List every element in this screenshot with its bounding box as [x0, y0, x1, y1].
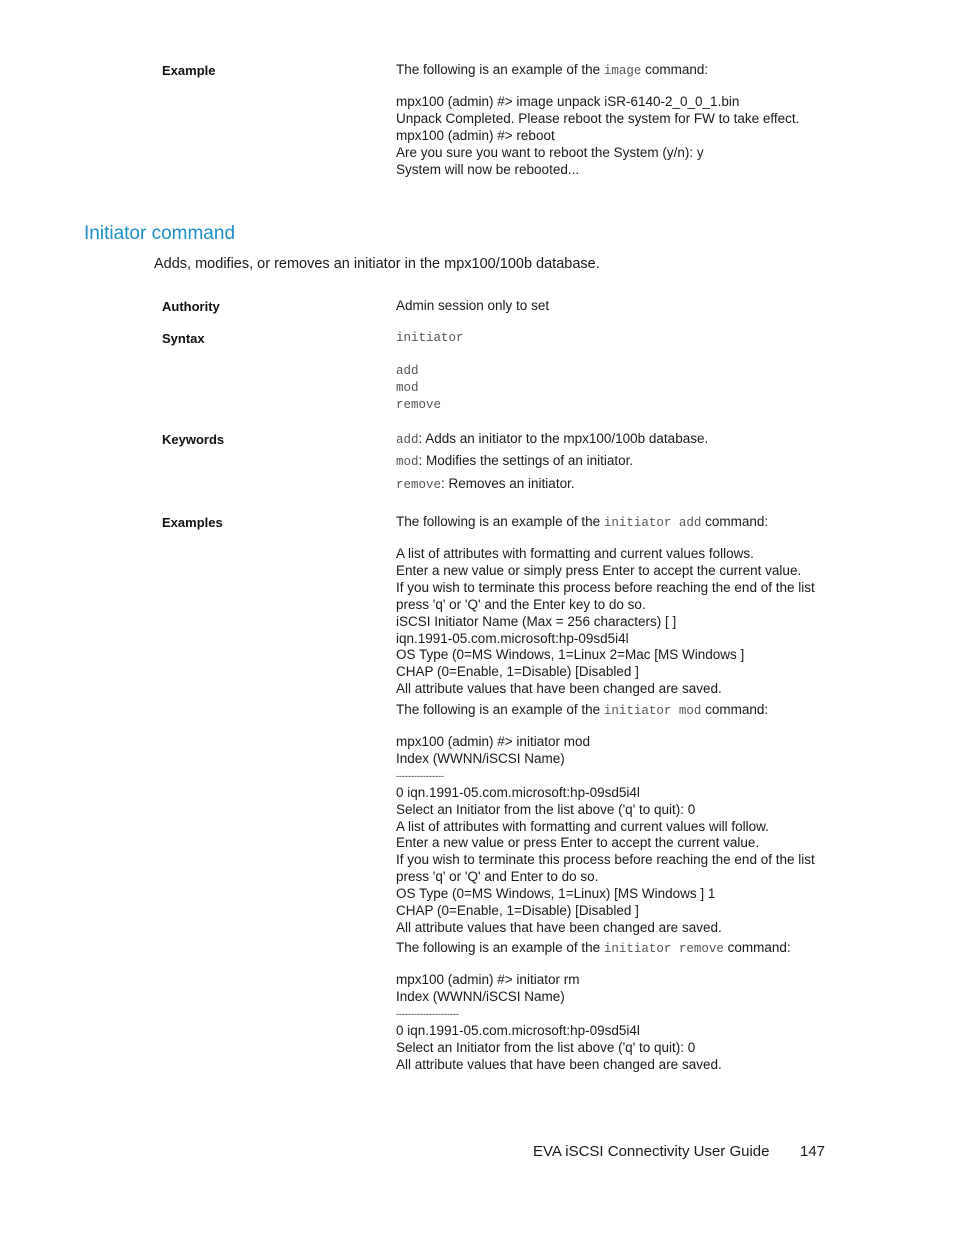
- authority-label: Authority: [162, 299, 220, 314]
- syntax-command: initiator: [396, 331, 464, 345]
- footer-title: EVA iSCSI Connectivity User Guide: [533, 1143, 770, 1160]
- syntax-option-add: add: [396, 364, 419, 378]
- output-line: iqn.1991-05.com.microsoft:hp-09sd5i4l: [396, 630, 629, 646]
- remove-example-intro: The following is an example of the initiator remove command:: [396, 940, 791, 956]
- output-line: If you wish to terminate this process before reaching the end of the list: [396, 852, 815, 868]
- output-line: Select an Initiator from the list above ('q' to quit): 0: [396, 801, 696, 817]
- example-intro: The following is an example of the image command:: [396, 62, 709, 78]
- keywords-label: Keywords: [162, 432, 225, 447]
- output-line: Index (WWNN/iSCSI Name): [396, 750, 565, 766]
- output-line: Select an Initiator from the list above ('q' to quit): 0: [396, 1039, 696, 1055]
- output-line: A list of attributes with formatting and current values will follow.: [396, 818, 769, 834]
- authority-text: Admin session only to set: [396, 298, 550, 313]
- output-line: mpx100 (admin) #> image unpack iSR-6140-2_0_0_1.bin: [396, 94, 740, 109]
- separator-dashes: ---------------------: [396, 1008, 459, 1019]
- keyword-remove: remove: Removes an initiator.: [396, 476, 575, 492]
- output-line: If you wish to terminate this process before reaching the end of the list: [396, 579, 815, 595]
- output-line: OS Type (0=MS Windows, 1=Linux 2=Mac [MS Windows ]: [396, 647, 745, 663]
- syntax-option-mod: mod: [396, 380, 419, 395]
- section-intro: Adds, modifies, or removes an initiator in the mpx100/100b database.: [154, 256, 600, 272]
- output-line: Enter a new value or press Enter to accept the current value.: [396, 835, 760, 851]
- add-example-output: [396, 546, 815, 698]
- output-line: press 'q' or 'Q' and Enter to do so.: [396, 869, 599, 885]
- separator-dashes: ----------------: [396, 770, 444, 781]
- mod-example-intro: The following is an example of the initiator mod command:: [396, 702, 769, 718]
- output-line: System will now be rebooted...: [396, 161, 580, 177]
- command-code: initiator add: [603, 516, 702, 530]
- keyword-add: add: Adds an initiator to the mpx100/100b database.: [396, 431, 709, 447]
- syntax-option-remove: remove: [396, 397, 442, 412]
- command-code: initiator remove: [603, 942, 724, 956]
- page-number: 147: [800, 1143, 826, 1160]
- syntax-options: [396, 363, 441, 414]
- output-line: A list of attributes with formatting and current values follows.: [396, 546, 754, 561]
- keyword-code: remove: [396, 478, 442, 492]
- output-line: Unpack Completed. Please reboot the system for FW to take effect.: [396, 110, 800, 126]
- example-output: [396, 94, 799, 179]
- output-line: All attribute values that have been changed are saved.: [396, 1056, 722, 1072]
- output-line: All attribute values that have been changed are saved.: [396, 681, 722, 697]
- output-line: press 'q' or 'Q' and the Enter key to do so.: [396, 596, 646, 612]
- output-line: CHAP (0=Enable, 1=Disable) [Disabled ]: [396, 664, 639, 680]
- image-command-code: image: [603, 64, 642, 78]
- keyword-code: mod: [396, 455, 419, 469]
- output-line: 0 iqn.1991-05.com.microsoft:hp-09sd5i4l: [396, 1022, 640, 1038]
- examples-label: Examples: [162, 515, 223, 530]
- keyword-mod: mod: Modifies the settings of an initiator.: [396, 453, 634, 469]
- syntax-label: Syntax: [162, 331, 205, 346]
- output-line: mpx100 (admin) #> reboot: [396, 127, 555, 143]
- mod-example-output: [396, 734, 815, 937]
- output-line: iSCSI Initiator Name (Max = 256 characters) [ ]: [396, 613, 677, 629]
- section-title: Initiator command: [84, 223, 236, 244]
- output-line: Enter a new value or simply press Enter to accept the current value.: [396, 562, 802, 578]
- output-line: mpx100 (admin) #> initiator mod: [396, 734, 590, 749]
- example-label: Example: [162, 63, 216, 78]
- command-code: initiator mod: [603, 704, 702, 718]
- output-line: CHAP (0=Enable, 1=Disable) [Disabled ]: [396, 903, 639, 919]
- output-line: mpx100 (admin) #> initiator rm: [396, 972, 580, 987]
- output-line: Are you sure you want to reboot the System (y/n): y: [396, 144, 704, 160]
- output-line: 0 iqn.1991-05.com.microsoft:hp-09sd5i4l: [396, 784, 640, 800]
- keyword-code: add: [396, 433, 419, 447]
- remove-example-output: [396, 972, 722, 1073]
- output-line: All attribute values that have been changed are saved.: [396, 919, 722, 935]
- add-example-intro: The following is an example of the initiator add command:: [396, 514, 769, 530]
- output-line: OS Type (0=MS Windows, 1=Linux) [MS Windows ] 1: [396, 886, 716, 902]
- output-line: Index (WWNN/iSCSI Name): [396, 988, 565, 1004]
